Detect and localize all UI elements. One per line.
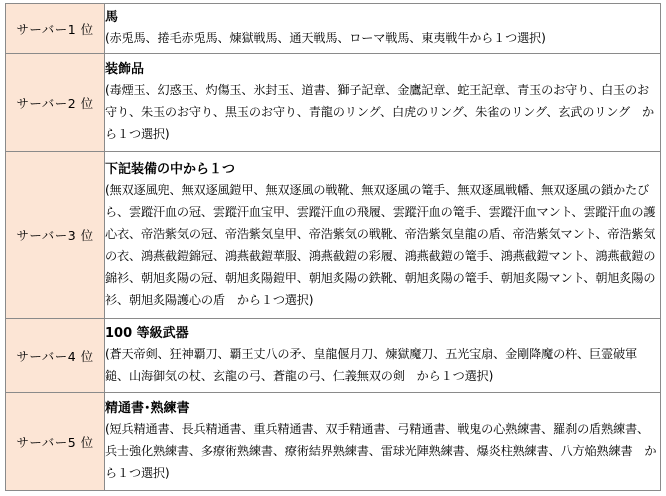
rank-label: サーバー5 位: [6, 393, 105, 491]
prize-cell: [105, 54, 661, 152]
prize-category: 装飾品: [105, 62, 145, 77]
prize-category: 100 等級武器: [105, 326, 189, 341]
prize-row-rank-1: [6, 4, 661, 54]
prize-cell: [105, 4, 661, 54]
prize-category: 精通書･熟練書: [105, 401, 190, 416]
prize-cell: [105, 152, 661, 319]
prize-category: 馬: [105, 10, 119, 25]
prize-options: (蒼天帝剣、狂神覇刀、覇王丈八の矛、皇龍偃月刀、煉獄魔刀、五光宝扇、金剛降魔の杵、巨霊破軍鎚、山海御気の杖、玄龍の弓、蒼龍の弓、仁義無双の剣 から１つ選択): [105, 347, 638, 383]
rank-label: サーバー3 位: [6, 152, 105, 319]
prize-options: (赤兎馬、捲毛赤兎馬、煉獄戦馬、通天戦馬、ローマ戦馬、東夷戦牛から１つ選択): [105, 31, 546, 45]
prize-row-rank-3: [6, 152, 661, 319]
prize-row-rank-4: [6, 319, 661, 393]
server-prize-table: [5, 3, 661, 491]
rank-label: サーバー2 位: [6, 54, 105, 152]
prize-options: (毒煙玉、幻惑玉、灼傷玉、氷封玉、道書、獅子記章、金鷹記章、蛇王記章、青玉のお守り、白玉のお守り、朱玉のお守り、黒玉のお守り、青龍のリング、白虎のリング、朱雀のリング、玄武のリング から１つ選択): [105, 83, 654, 141]
prize-cell: [105, 319, 661, 393]
rank-label: サーバー1 位: [6, 4, 105, 54]
prize-cell: [105, 393, 661, 491]
prize-options: (短兵精通書、長兵精通書、重兵精通書、双手精通書、弓精通書、戦鬼の心熟練書、羅刹の盾熟練書、兵士強化熟練書、多療術熟練書、療術結界熟練書、雷球光陣熟練書、爆炎柱熟練書、八方焔熟練書 から１つ選択): [105, 422, 657, 480]
rank-label: サーバー4 位: [6, 319, 105, 393]
prize-options: (無双逐風兜、無双逐風鎧甲、無双逐風の戦靴、無双逐風の篭手、無双逐風戦幡、無双逐風の鎖かたびら、雲蹤汗血の冠、雲蹤汗血宝甲、雲蹤汗血の飛履、雲蹤汗血の篭手、雲蹤汗血マント、雲蹤汗血の護心衣、帝浩紫気の冠、帝浩紫気皇甲、帝浩紫気の戦靴、帝浩紫気皇龍の盾、帝浩紫気マント、帝浩紫気の衣、鴻燕截鎧錦冠、鴻燕截鎧華服、鴻燕截鎧の彩履、鴻燕截鎧の篭手、鴻燕截鎧マント、鴻燕截鎧の錦衫、朝旭炙陽の冠、朝旭炙陽鎧甲、朝旭炙陽の鉄靴、朝旭炙陽の篭手、朝旭炙陽マント、朝旭炙陽の衫、朝旭炙陽護心の盾 から１つ選択): [105, 182, 656, 307]
prize-category: 下記装備の中から１つ: [105, 161, 236, 177]
prize-row-rank-5: [6, 393, 661, 491]
prize-row-rank-2: [6, 54, 661, 152]
